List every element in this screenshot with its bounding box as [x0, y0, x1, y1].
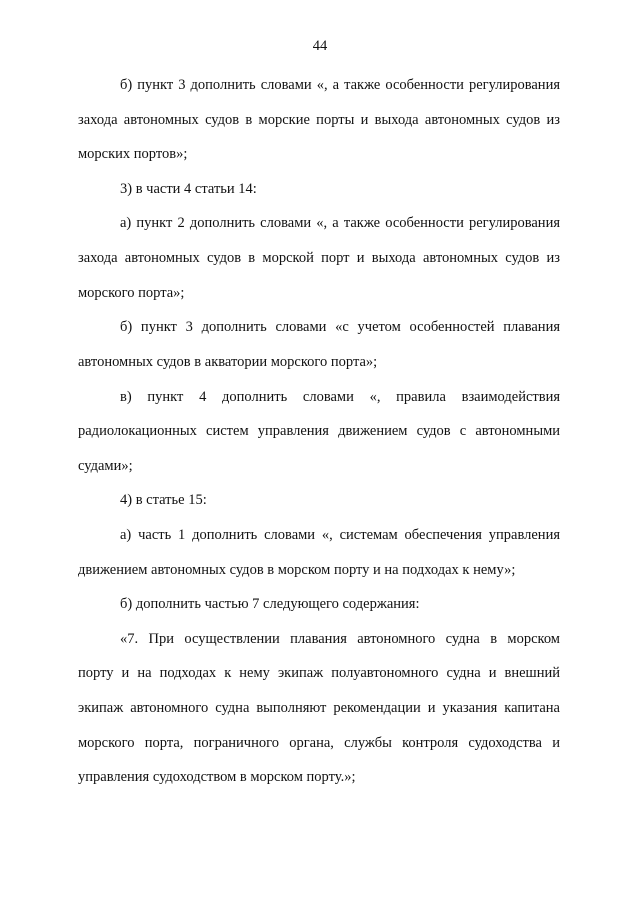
text-line: захода автономных судов в морской порт и выхода автономных судов из: [78, 250, 560, 266]
text-line: судами»;: [78, 458, 133, 474]
text-line: в) пункт 4 дополнить словами «, правила взаимодействия: [120, 389, 560, 405]
text-line: экипаж автономного судна выполняют рекомендации и указания капитана: [78, 700, 560, 716]
text-line: порту и на подходах к нему экипаж полуавтономного судна и внешний: [78, 665, 560, 681]
text-line: б) дополнить частью 7 следующего содержания:: [120, 596, 420, 612]
text-line: автономных судов в акватории морского порта»;: [78, 354, 378, 370]
text-line: морского порта»;: [78, 285, 185, 301]
text-line: 4) в статье 15:: [120, 492, 207, 508]
text-line: движением автономных судов в морском порту и на подходах к нему»;: [78, 562, 516, 578]
text-line: б) пункт 3 дополнить словами «с учетом особенностей плавания: [120, 319, 560, 335]
text-line: а) пункт 2 дополнить словами «, а также особенности регулирования: [120, 215, 560, 231]
text-line: радиолокационных систем управления движением судов с автономными: [78, 423, 560, 439]
text-line: «7. При осуществлении плавания автономного судна в морском: [120, 631, 560, 647]
text-line: б) пункт 3 дополнить словами «, а также особенности регулирования: [120, 77, 560, 93]
text-line: а) часть 1 дополнить словами «, системам обеспечения управления: [120, 527, 560, 543]
text-line: морских портов»;: [78, 146, 188, 162]
text-line: морского порта, пограничного органа, службы контроля судоходства и: [78, 735, 560, 751]
text-line: захода автономных судов в морские порты и выхода автономных судов из: [78, 112, 560, 128]
page-number: 44: [312, 38, 328, 54]
text-line: управления судоходством в морском порту.»;: [78, 769, 356, 785]
text-line: 3) в части 4 статьи 14:: [120, 181, 257, 197]
